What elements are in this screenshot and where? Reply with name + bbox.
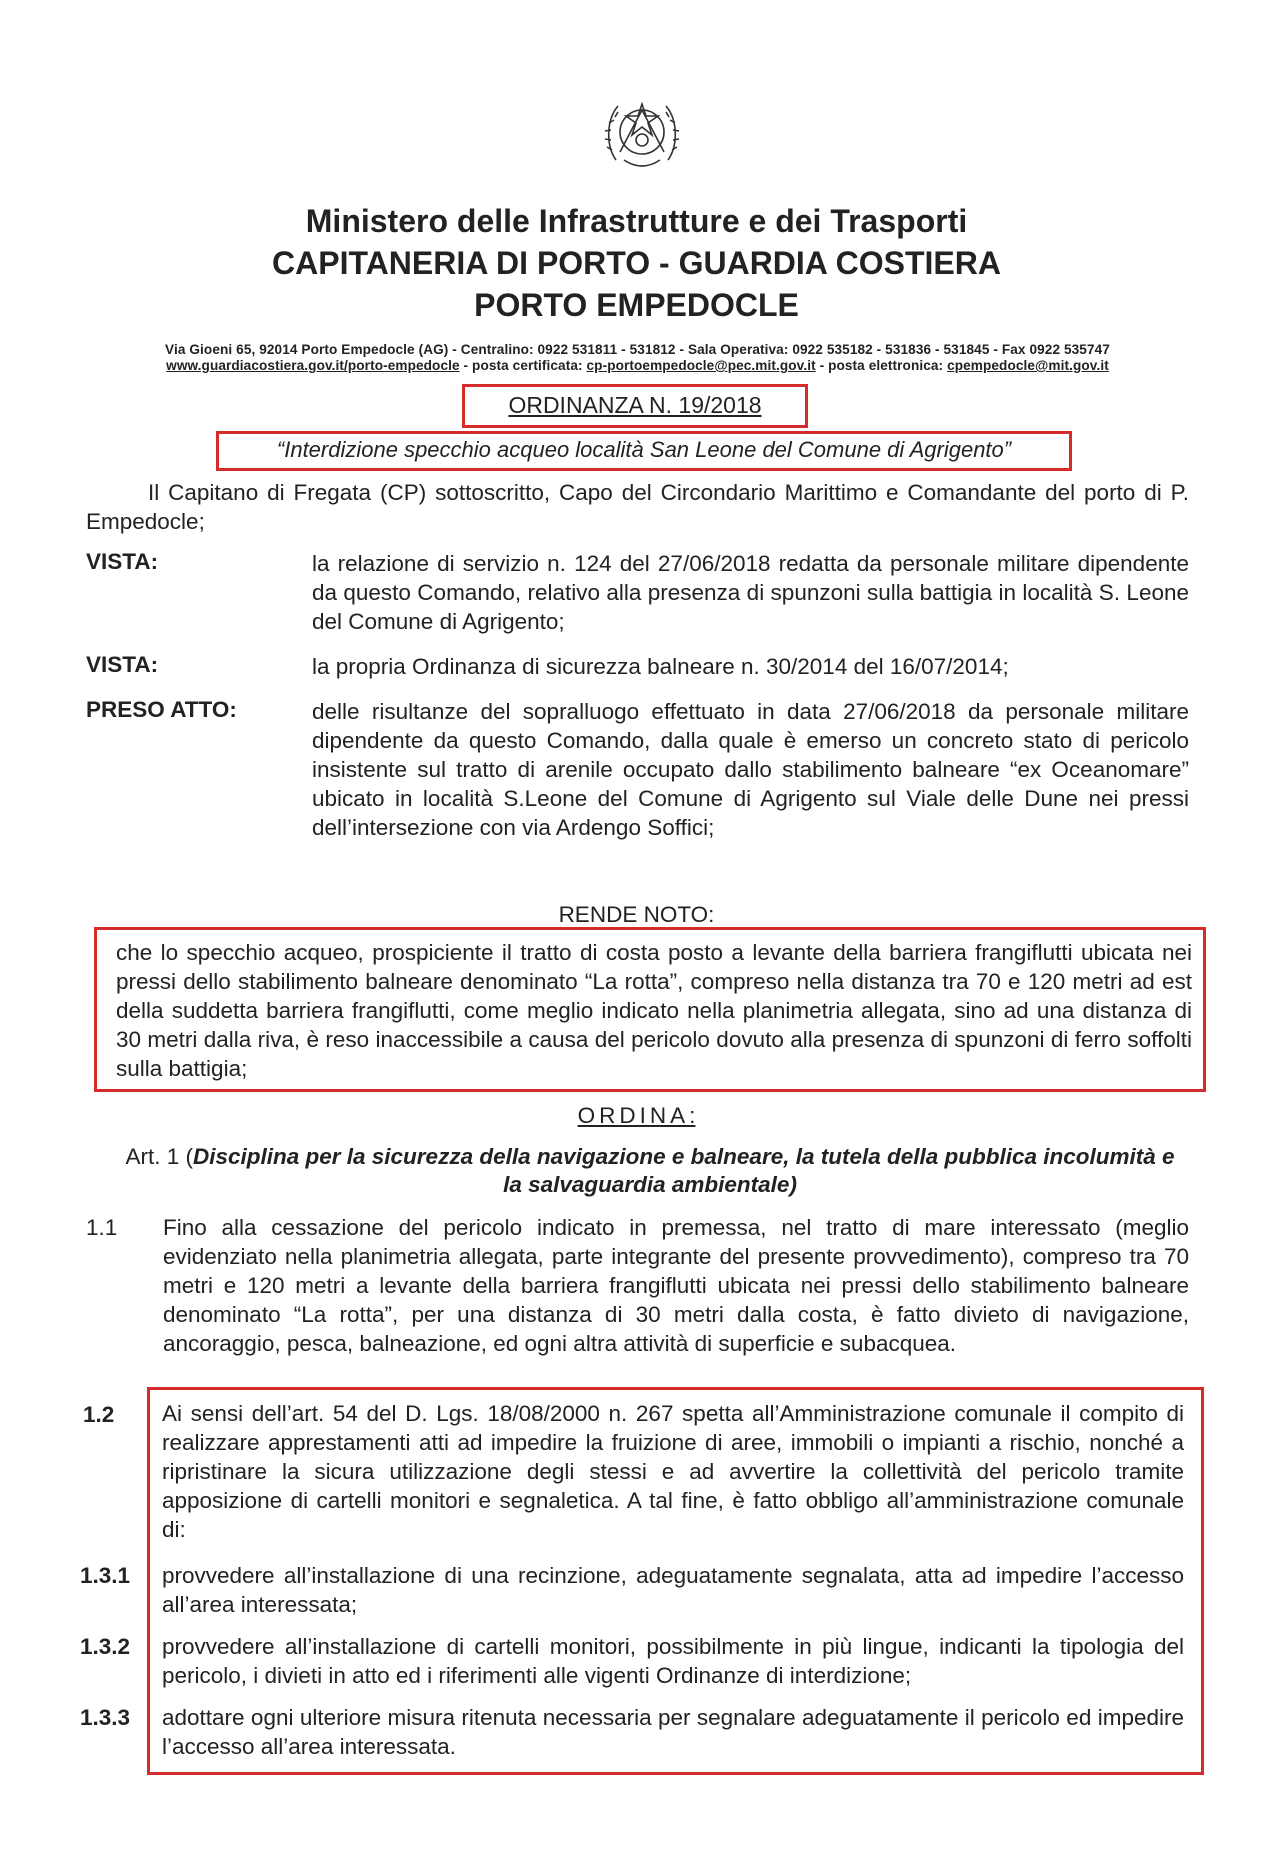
item-text: adottare ogni ulteriore misura ritenuta necessaria per segnalare adeguatamente il pericolo ed impedire l’accesso all’area interessata. [162, 1705, 1184, 1759]
certified-email-link[interactable]: cp-portoempedocle@pec.mit.gov.it [586, 358, 816, 373]
item-text: provvedere all’installazione di una recinzione, adeguatamente segnalata, atta ad impedire l’accesso all’area interessata; [162, 1563, 1184, 1617]
item-number: 1.3.3 [80, 1705, 131, 1730]
item-number: 1.1 [86, 1215, 118, 1240]
article-label: Art. 1 ( [125, 1144, 193, 1169]
item-number: 1.2 [83, 1402, 115, 1427]
address-line: Via Gioeni 65, 92014 Porto Empedocle (AG) - Centralino: 0922 531811 - 531812 - Sala Operativa: 0922 535182 - 531836 - 531845 - Fax 0922 535747 [165, 342, 1110, 357]
authority-title: CAPITANERIA DI PORTO - GUARDIA COSTIERA [272, 245, 1001, 281]
intro-paragraph: Il Capitano di Fregata (CP) sottoscritto, Capo del Circondario Marittimo e Comandante del porto di P. Empedocle; [86, 480, 1189, 534]
premise-label: PRESO ATTO: [86, 697, 237, 722]
item-number: 1.3.2 [80, 1634, 131, 1659]
article-heading [120, 1143, 1180, 1199]
website-link[interactable]: www.guardiacostiera.gov.it/porto-empedocle [166, 358, 460, 373]
certified-label: - posta certificata: [459, 358, 587, 373]
email-label: - posta elettronica: [815, 358, 948, 373]
premise-label: VISTA: [86, 549, 159, 574]
ministry-title: Ministero delle Infrastrutture e dei Trasporti [305, 203, 968, 239]
premise-text: la propria Ordinanza di sicurezza balneare n. 30/2014 del 16/07/2014; [312, 654, 1009, 679]
ordina-colon: : [689, 1103, 696, 1128]
item-number: 1.3.1 [80, 1563, 131, 1588]
email-link[interactable]: cpempedocle@mit.gov.it [947, 358, 1109, 373]
location-title: PORTO EMPEDOCLE [474, 287, 799, 323]
ordinance-subject: “Interdizione specchio acqueo località San Leone del Comune di Agrigento” [276, 437, 1012, 462]
ordinance-title: ORDINANZA N. 19/2018 [508, 392, 762, 418]
item-text: provvedere all’installazione di cartelli monitori, possibilmente in più lingue, indicanti la tipologia del pericolo, i divieti in atto ed i riferimenti alle vigenti Ordinanze di interdizione; [162, 1634, 1184, 1688]
premise-text: delle risultanze del sopralluogo effettuato in data 27/06/2018 da personale militare dipendente da questo Comando, dalla quale è emerso un concreto stato di pericolo insistente sul tratto di arenile occupato dallo stabilimento balneare “ex Oceanomare” ubicato in località S.Leone del Comune di Agrigento sul Viale delle Dune nei pressi dell’intersezione con via Ardengo Soffici; [312, 699, 1189, 840]
premise-text: la relazione di servizio n. 124 del 27/06/2018 redatta da personale militare dipendente da questo Comando, relativo alla presenza di spunzoni sulla battigia in località S. Leone del Comune di Agrigento; [312, 551, 1189, 634]
rende-noto-text: che lo specchio acqueo, prospiciente il tratto di costa posto a levante della barriera frangiflutti ubicata nei pressi dello stabilimento balneare denominato “La rotta”, compreso nella distanza tra 70 e 120 metri ad est della suddetta barriera frangiflutti, come meglio indicato nella planimetria allegata, sino ad una distanza di 30 metri dalla riva, è reso inaccessibile a causa del pericolo dovuto alla presenza di spunzoni di ferro soffolti sulla battigia; [116, 940, 1192, 1081]
contact-line [90, 358, 1185, 373]
item-text: Ai sensi dell’art. 54 del D. Lgs. 18/08/2000 n. 267 spetta all’Amministrazione comunale il compito di realizzare apprestamenti atti ad impedire la fruizione di aree, immobili o impianti a rischio, nonché a ripristinare la sicura utilizzazione degli stessi e ad avvertire la collettività del pericolo tramite apposizione di cartelli monitori e segnaletica. A tal fine, è fatto obbligo all’amministrazione comunale di: [162, 1401, 1184, 1542]
premise-label: VISTA: [86, 652, 159, 677]
italian-republic-emblem-icon [602, 90, 682, 174]
item-text: Fino alla cessazione del pericolo indicato in premessa, nel tratto di mare interessato (meglio evidenziato nella planimetria allegata, parte integrante del presente provvedimento), compreso tra 70 metri e 120 metri a levante della barriera frangiflutti ubicata nei pressi dello stabilimento balneare denominato “La rotta”, per una distanza di 30 metri dalla costa, è fatto divieto di navigazione, ancoraggio, pesca, balneazione, ed ogni altra attività di superficie e subacquea. [163, 1215, 1189, 1356]
article-title: Disciplina per la sicurezza della navigazione e balneare, la tutela della pubblica incolumità e la salvaguardia ambientale) [192, 1144, 1175, 1197]
ordina-word: ORDINA [577, 1103, 690, 1128]
ordina-heading [0, 1103, 1273, 1129]
rende-noto-heading: RENDE NOTO: [558, 902, 715, 927]
